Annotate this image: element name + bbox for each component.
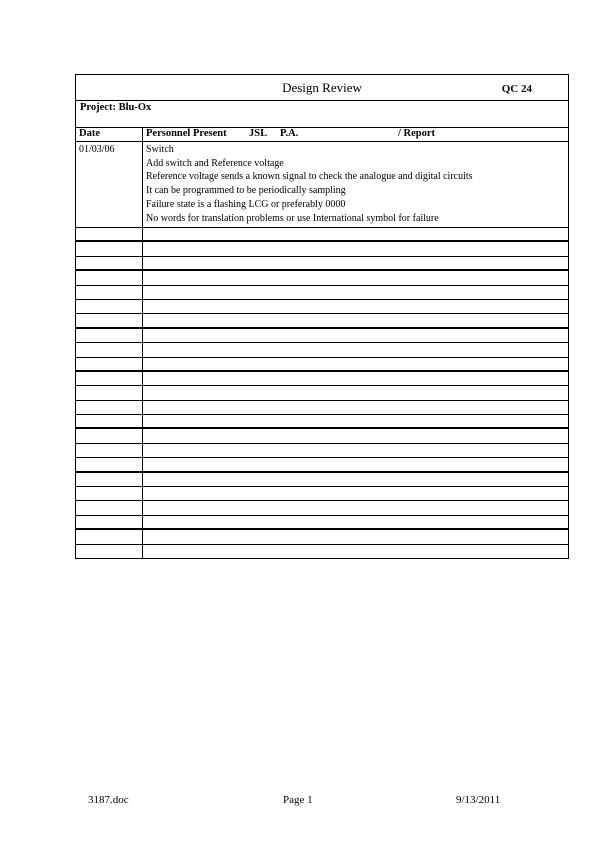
empty-date-cell [76, 300, 143, 313]
entry-line: No words for translation problems or use International symbol for failure [146, 212, 439, 224]
empty-date-cell [76, 501, 143, 514]
empty-notes-cell [143, 501, 568, 514]
empty-notes-cell [143, 343, 568, 356]
empty-table-row [76, 429, 568, 443]
personnel-person-2: P.A. [280, 128, 299, 139]
empty-date-cell [76, 473, 143, 486]
personnel-header [143, 128, 568, 141]
empty-table-row [76, 487, 568, 501]
empty-table-row [76, 329, 568, 343]
form-title: Design Review [282, 80, 362, 95]
empty-notes-cell [143, 358, 568, 370]
empty-notes-cell [143, 372, 568, 385]
entry-line: Failure state is a flashing LCG or preferably 0000 [146, 198, 346, 210]
empty-rows [76, 228, 568, 559]
empty-table-row [76, 242, 568, 256]
empty-table-row [76, 372, 568, 386]
table-row [76, 142, 568, 228]
empty-date-cell [76, 372, 143, 385]
design-review-form [75, 74, 569, 559]
empty-notes-cell [143, 545, 568, 558]
empty-table-row [76, 314, 568, 328]
entry-line: Add switch and Reference voltage [146, 157, 284, 169]
empty-table-row [76, 530, 568, 544]
form-code: QC 24 [501, 83, 532, 95]
entry-line: Reference voltage sends a known signal to check the analogue and digital circuits [146, 171, 473, 183]
empty-table-row [76, 444, 568, 458]
project-row [76, 101, 568, 128]
empty-date-cell [76, 286, 143, 299]
table-header [76, 128, 568, 142]
date-header: Date [76, 128, 143, 141]
empty-date-cell [76, 314, 143, 326]
report-label: / Report [398, 128, 436, 139]
entry-line: Switch [146, 144, 174, 155]
empty-table-row [76, 300, 568, 314]
empty-table-row [76, 458, 568, 472]
empty-notes-cell [143, 242, 568, 255]
empty-date-cell [76, 386, 143, 399]
empty-notes-cell [143, 286, 568, 299]
title-row [76, 75, 568, 101]
empty-table-row [76, 358, 568, 372]
empty-date-cell [76, 487, 143, 500]
empty-notes-cell [143, 386, 568, 399]
empty-date-cell [76, 358, 143, 370]
personnel-person-1: JSL [249, 128, 268, 139]
empty-notes-cell [143, 415, 568, 427]
empty-table-row [76, 401, 568, 415]
empty-date-cell [76, 429, 143, 442]
empty-table-row [76, 286, 568, 300]
empty-date-cell [76, 343, 143, 356]
empty-notes-cell [143, 257, 568, 269]
empty-table-row [76, 516, 568, 530]
empty-table-row [76, 501, 568, 515]
empty-notes-cell [143, 401, 568, 414]
empty-date-cell [76, 257, 143, 269]
empty-notes-cell [143, 329, 568, 342]
personnel-label: Personnel Present [146, 128, 227, 139]
empty-date-cell [76, 415, 143, 427]
footer-date: 9/13/2011 [456, 794, 501, 806]
empty-date-cell [76, 444, 143, 457]
empty-date-cell [76, 530, 143, 543]
empty-notes-cell [143, 487, 568, 500]
entry-notes [143, 142, 568, 227]
empty-notes-cell [143, 300, 568, 313]
empty-table-row [76, 271, 568, 285]
empty-date-cell [76, 458, 143, 470]
footer-page: Page 1 [283, 794, 313, 806]
empty-date-cell [76, 516, 143, 528]
empty-date-cell [76, 401, 143, 414]
empty-notes-cell [143, 228, 568, 240]
empty-table-row [76, 228, 568, 242]
entry-date: 01/03/06 [76, 142, 143, 227]
empty-notes-cell [143, 429, 568, 442]
empty-table-row [76, 545, 568, 559]
footer-filename: 3187.doc [88, 794, 129, 806]
empty-notes-cell [143, 314, 568, 326]
empty-date-cell [76, 545, 143, 558]
empty-notes-cell [143, 458, 568, 470]
empty-table-row [76, 343, 568, 357]
empty-notes-cell [143, 516, 568, 528]
project-label: Project: Blu-Ox [80, 102, 152, 113]
empty-date-cell [76, 329, 143, 342]
empty-notes-cell [143, 271, 568, 284]
empty-date-cell [76, 242, 143, 255]
empty-table-row [76, 257, 568, 271]
empty-notes-cell [143, 530, 568, 543]
entry-line: It can be programmed to be periodically sampling [146, 185, 346, 197]
empty-date-cell [76, 271, 143, 284]
empty-date-cell [76, 228, 143, 240]
empty-notes-cell [143, 444, 568, 457]
empty-table-row [76, 473, 568, 487]
empty-notes-cell [143, 473, 568, 486]
empty-table-row [76, 386, 568, 400]
empty-table-row [76, 415, 568, 429]
